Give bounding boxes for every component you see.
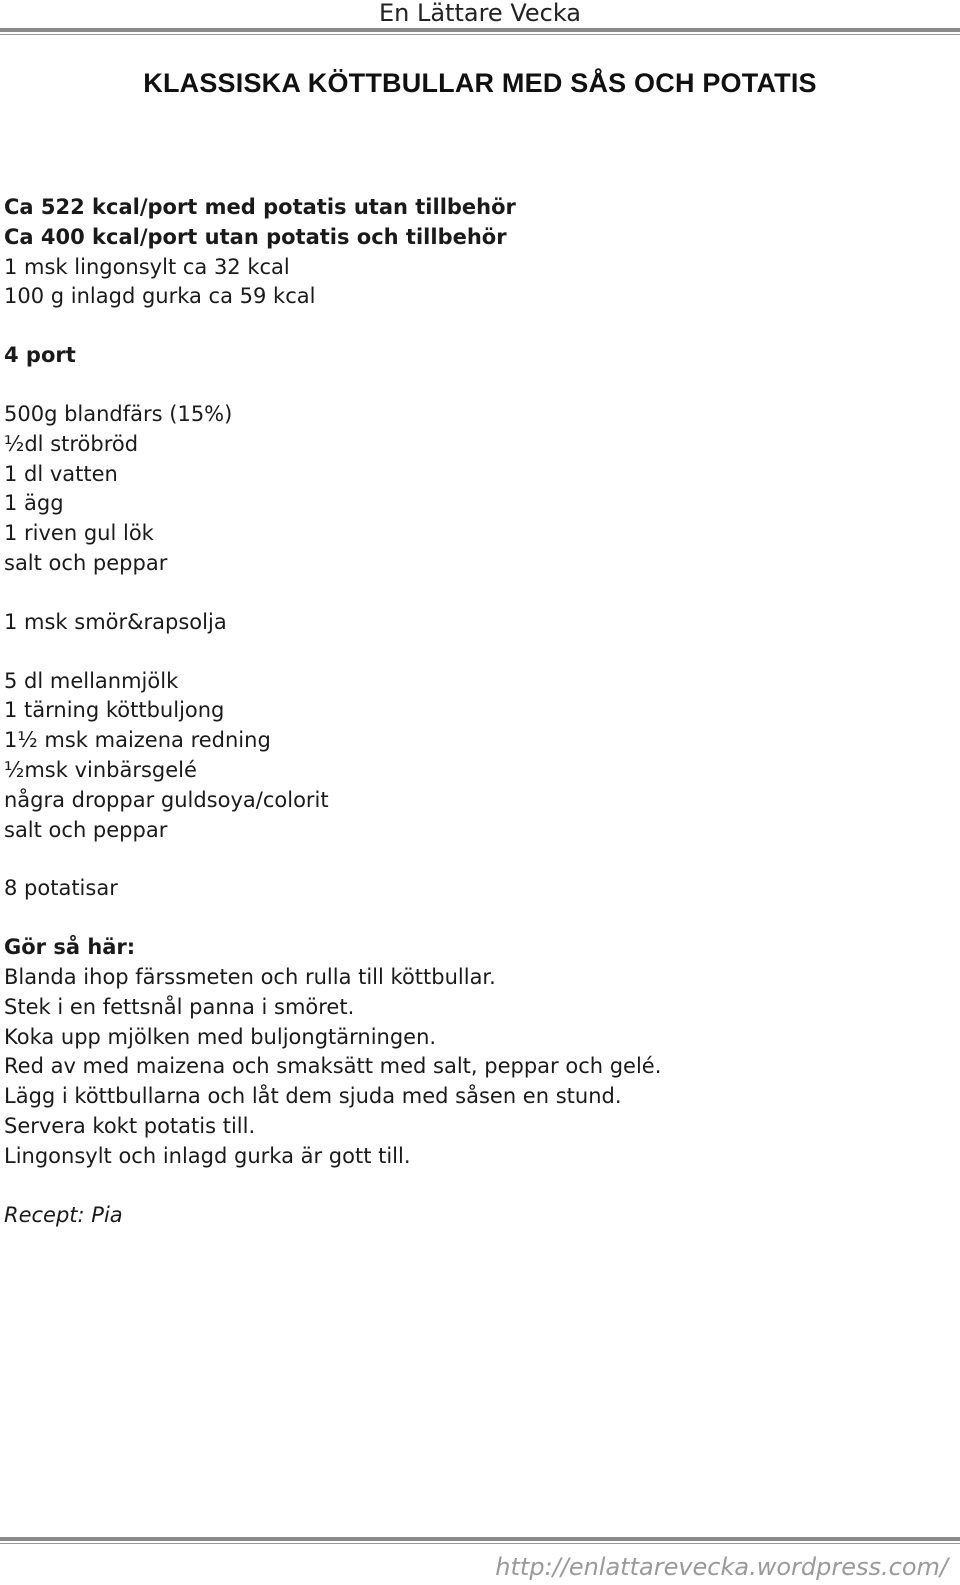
ingredient-item: några droppar guldsoya/colorit [4, 787, 329, 812]
ingredient-item: 500g blandfärs (15%) [4, 401, 233, 426]
instruction-step: Lägg i köttbullarna och låt dem sjuda med såsen en stund. [4, 1084, 622, 1109]
extra-calorie-line: 1 msk lingonsylt ca 32 kcal [4, 254, 290, 279]
ingredient-item: 1 riven gul lök [4, 521, 154, 546]
footer-divider [0, 1537, 960, 1544]
recipe-credit: Recept: Pia [4, 1202, 123, 1227]
instructions-heading: Gör så här: [4, 935, 136, 960]
ingredient-item: salt och peppar [4, 550, 168, 575]
nutrition-line: Ca 400 kcal/port utan potatis och tillbehör [4, 224, 507, 249]
instruction-step: Stek i en fettsnål panna i smöret. [4, 994, 355, 1019]
ingredient-item: 1 dl vatten [4, 461, 118, 486]
instruction-step: Servera kokt potatis till. [4, 1113, 256, 1138]
instruction-step: Blanda ihop färssmeten och rulla till köttbullar. [4, 964, 496, 989]
ingredient-item: ½msk vinbärsgelé [4, 757, 197, 782]
ingredient-item: 1½ msk maizena redning [4, 728, 271, 753]
nutrition-line: Ca 522 kcal/port med potatis utan tillbehör [4, 195, 516, 219]
ingredient-item: salt och peppar [4, 817, 168, 842]
servings: 4 port [4, 343, 76, 368]
ingredient-item: 5 dl mellanmjölk [4, 668, 179, 693]
instruction-step: Koka upp mjölken med buljongtärningen. [4, 1024, 437, 1049]
recipe-body [4, 193, 944, 1230]
recipe-title: KLASSISKA KÖTTBULLAR MED SÅS OCH POTATIS [143, 68, 817, 98]
extra-calorie-line: 100 g inlagd gurka ca 59 kcal [4, 284, 316, 309]
instruction-step: Lingonsylt och inlagd gurka är gott till. [4, 1143, 411, 1168]
ingredient-item: 8 potatisar [4, 876, 118, 901]
header-divider [0, 28, 960, 35]
site-title: En Lättare Vecka [378, 0, 582, 27]
ingredient-item: 1 msk smör&rapsolja [4, 609, 227, 634]
ingredient-item: 1 ägg [4, 491, 64, 516]
footer-url-link[interactable]: http://enlattarevecka.wordpress.com/ [495, 1553, 948, 1581]
ingredient-item: ½dl ströbröd [4, 431, 139, 456]
ingredient-item: 1 tärning köttbuljong [4, 698, 225, 723]
instruction-step: Red av med maizena och smaksätt med salt, peppar och gelé. [4, 1054, 662, 1079]
